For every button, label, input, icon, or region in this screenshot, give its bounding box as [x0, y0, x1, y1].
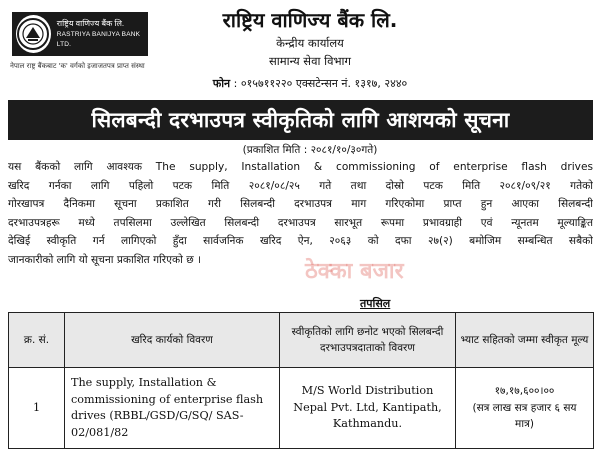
header-amount: भ्याट सहितको जम्मा स्वीकृत मूल्य	[456, 313, 594, 368]
header-vendor: स्वीकृतिको लागि छनोट भएको सिलबन्दी दरभाउपत्रदाताको विवरण	[280, 313, 456, 368]
amount-in-words: (सत्र लाख सत्र हजार ६ सय मात्र)	[472, 401, 577, 431]
published-date: (प्रकाशित मिति : २०८१/१०/३०गते)	[242, 144, 378, 156]
cell-sn: 1	[9, 368, 65, 449]
phone-line	[150, 76, 470, 91]
bank-tagline: नेपाल राष्ट्र बैंकबाट 'क' वर्गको इजाजतपत्र प्राप्त संस्था	[10, 62, 145, 70]
table-row	[9, 368, 594, 449]
table-header-row	[9, 313, 594, 368]
phone-label: फोन	[212, 77, 231, 90]
watermark: ठेक्का बजार	[305, 259, 404, 284]
cell-vendor: M/S World Distribution Nepal Pvt. Ltd, Kantipath, Kathmandu.	[280, 368, 456, 449]
office-name: केन्द्रीय कार्यालय	[276, 36, 344, 50]
award-table	[8, 312, 594, 449]
body-line: देखिई स्वीकृति गर्न लागिएको हुँदा सार्वजनिक खरिद ऐन, २०६३ को दफा २७(२) बमोजिम सम्बन्धित सबैको	[8, 235, 593, 248]
department-name: सामान्य सेवा विभाग	[268, 54, 352, 68]
amount-figure: १७,१७,६००।००	[494, 385, 555, 398]
logo-name-nepali: राष्ट्रिय वाणिज्य बैंक लि.	[56, 19, 125, 28]
notice-title: सिलबन्दी दरभाउपत्र स्वीकृतिको लागि आशयको सूचना	[8, 100, 593, 140]
bank-emblem-icon	[16, 15, 51, 53]
organization-title: राष्ट्रिय वाणिज्य बैंक लि.	[222, 8, 398, 32]
body-line: दरभाउपत्रहरू मध्ये तपसिलमा उल्लेखित सिलबन्दी दरभाउपत्र सारभूत रूपमा प्रभावग्राही एवं न्यूनतम मूल्याङ्कित	[8, 216, 593, 229]
schedule-heading: तपसिल	[360, 297, 391, 310]
cell-amount	[456, 368, 594, 449]
body-line: गोरखापत्र दैनिकमा सूचना प्रकाशित गरी सिलबन्दी दरभाउपत्र माग गरिएकोमा प्राप्त हुन आएका सिलबन्दी	[8, 198, 593, 211]
body-line: खरिद गर्नका लागि पहिलो पटक मिति २०८१/०८/२५ गते तथा दोस्रो पटक मिति २०८१/०९/२१ गतेको	[8, 179, 593, 192]
body-line: यस बैंकको लागि आवश्यक The supply, Installation & commissioning of enterprise flash drives	[8, 161, 593, 173]
header-sn: क्र. सं.	[9, 313, 65, 368]
phone-numbers: : ०१५७११२२० एक्सटेन्सन नं. १३१७, २४४०	[233, 77, 408, 90]
notice-body	[8, 158, 593, 270]
body-line: जानकारीको लागि यो सूचना प्रकाशित गरिएको छ ।	[8, 253, 202, 266]
cell-description: The supply, Installation & commissioning of enterprise flash drives (RBBL/GSD/G/SQ/ SAS-02/081/82	[65, 368, 280, 449]
header-description: खरिद कार्यको विवरण	[65, 313, 280, 368]
bank-logo	[12, 12, 148, 56]
logo-name-english: RASTRIYA BANIJYA BANK LTD.	[56, 31, 141, 48]
notice-header	[0, 0, 601, 98]
